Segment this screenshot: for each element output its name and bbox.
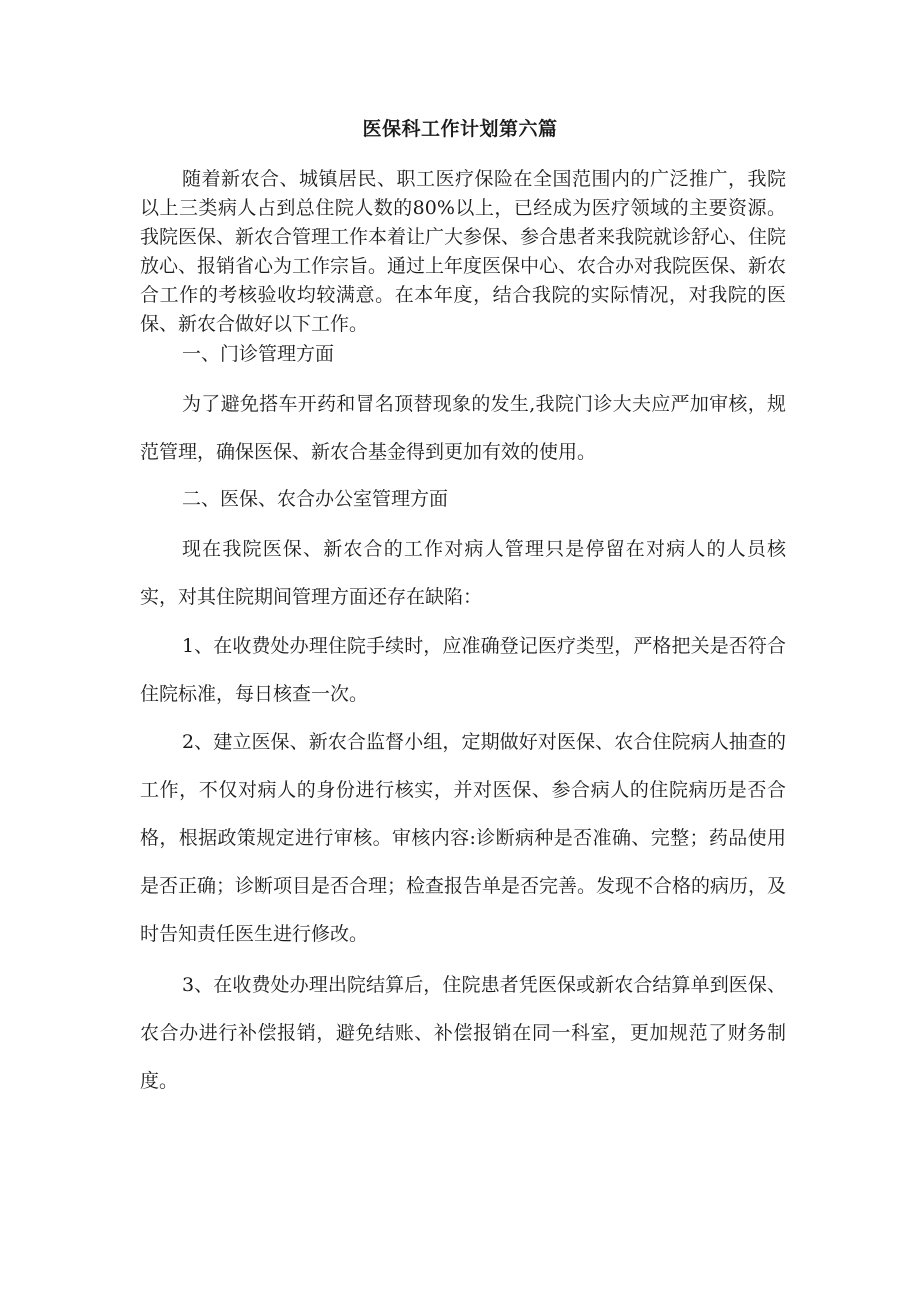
intro-paragraph: 随着新农合、城镇居民、职工医疗保险在全国范围内的广泛推广，我院以上三类病人占到总住院人数的80%以上，已经成为医疗领域的主要资源。我院医保、新农合管理工作本着让广大参保、参合患者来我院就诊舒心、住院放心、报销省心为工作宗旨。通过上年度医保中心、农合办对我院医保、新农合工作的考核验收均较满意。在本年度，结合我院的实际情况，对我院的医保、新农合做好以下工作。	[140, 168, 787, 335]
list-item: 3、在收费处办理出院结算后，住院患者凭医保或新农合结算单到医保、农合办进行补偿报销，避免结账、补偿报销在同一科室，更加规范了财务制度。	[140, 974, 786, 1092]
section-body-outpatient: 为了避免搭车开药和冒名顶替现象的发生,我院门诊大夫应严加审核，规范管理，确保医保、新农合基金得到更加有效的使用。	[140, 393, 786, 463]
list-item: 2、建立医保、新农合监督小组，定期做好对医保、农合住院病人抽查的工作，不仅对病人的身份进行核实，并对医保、参合病人的住院病历是否合格，根据政策规定进行审核。审核内容:诊断病种是否准确、完整；药品使用是否正确；诊断项目是否合理；检查报告单是否完善。发现不合格的病历，及时告知责任医生进行修改。	[140, 731, 787, 945]
document-title: 医保科工作计划第六篇	[362, 118, 558, 140]
list-item: 1、在收费处办理住院手续时，应准确登记医疗类型，严格把关是否符合住院标准，每日核查一次。	[140, 635, 786, 705]
section-heading-office: 二、医保、农合办公室管理方面	[182, 488, 449, 510]
section-heading-outpatient: 一、门诊管理方面	[182, 343, 335, 365]
section-body-office: 现在我院医保、新农合的工作对病人管理只是停留在对病人的人员核实，对其住院期间管理方面还存在缺陷：	[140, 538, 786, 608]
